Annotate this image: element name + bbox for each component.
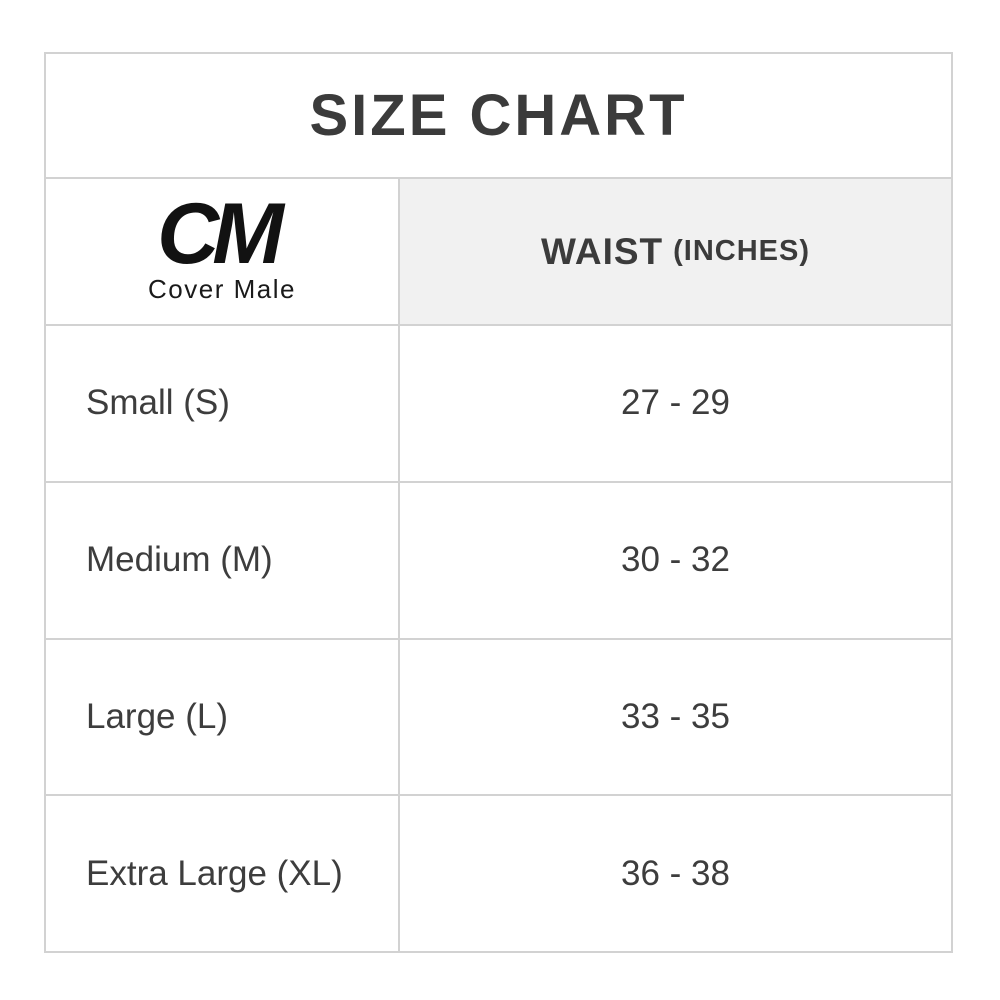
size-label: Extra Large (XL) [46, 796, 400, 951]
waist-header-unit: (INCHES) [673, 235, 811, 267]
table-row-large [46, 640, 951, 797]
brand-logo-cell [46, 179, 400, 324]
size-label: Medium (M) [46, 483, 400, 638]
waist-value: 36 - 38 [621, 853, 730, 893]
size-label: Large (L) [46, 640, 400, 795]
table-header-row [46, 179, 951, 326]
table-row-extra-large [46, 796, 951, 951]
waist-value: 30 - 32 [621, 540, 730, 580]
title-row [46, 54, 951, 179]
brand-logo: CM [157, 185, 277, 282]
size-chart-table [44, 52, 953, 953]
table-row-small [46, 326, 951, 483]
waist-header-label: WAIST [540, 230, 664, 272]
waist-value: 27 - 29 [621, 383, 730, 423]
waist-value: 33 - 35 [621, 696, 730, 736]
page-title: SIZE CHART [309, 83, 688, 148]
waist-header-cell [400, 179, 951, 324]
brand-name: Cover Male [148, 274, 296, 305]
table-row-medium [46, 483, 951, 640]
size-label: Small (S) [46, 326, 400, 481]
